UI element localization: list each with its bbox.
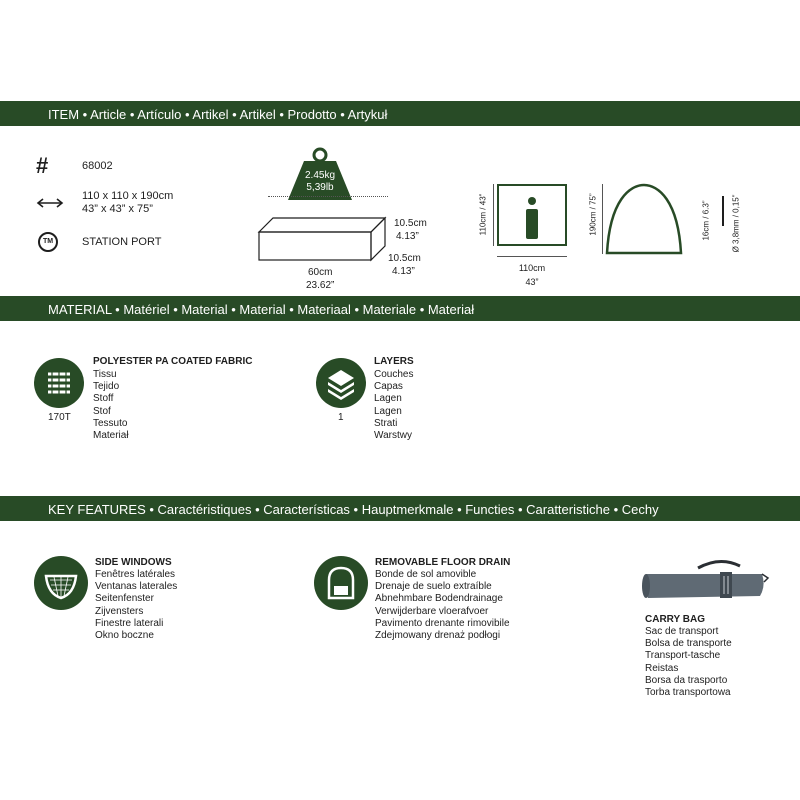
item-number: 68002 — [82, 160, 113, 172]
bag-translation-item: Sac de transport — [645, 626, 719, 637]
fabric-value: 170T — [48, 412, 71, 423]
features-header-text: KEY FEATURES • Caractéristiques • Características • Hauptmerkmale • Functies • Caratteristiche • Cechy — [48, 502, 659, 517]
side-window-icon — [34, 556, 88, 610]
layers-value: 1 — [338, 412, 344, 423]
layers-translation-item: Couches — [374, 369, 414, 380]
item-name: STATION PORT — [82, 236, 162, 248]
windows-translation-item: Fenêtres latérales — [95, 569, 176, 580]
bag-translation-item: Torba transportowa — [645, 687, 731, 699]
floor-height-line — [493, 184, 494, 246]
layers-translation-item: Capas — [374, 381, 403, 393]
bag-title: CARRY BAG — [645, 614, 706, 625]
double-arrow-icon — [36, 196, 64, 210]
item-header-text: ITEM • Article • Artículo • Artikel • Artikel • Prodotto • Artykuł — [48, 107, 388, 122]
floor-drain-icon — [314, 556, 368, 610]
drain-title: REMOVABLE FLOOR DRAIN — [375, 557, 511, 568]
windows-translation-item: Okno boczne — [95, 630, 154, 642]
fabric-translation-item: Stof — [93, 405, 111, 417]
drain-translation-item: Pavimento drenante rimovibile — [375, 617, 510, 629]
pole-length-label: 16cm / 6.3” — [701, 200, 711, 241]
floor-width-in: 43” — [525, 277, 539, 287]
layers-translation-item: Strati — [374, 417, 398, 429]
drain-translations — [375, 569, 510, 642]
pack-height-cm: 10.5cm — [394, 218, 427, 229]
drain-translation-item: Drenaje de suelo extraíble — [375, 581, 492, 593]
tent-profile-drawing — [604, 182, 684, 256]
bag-translation-item: Transport-tasche — [645, 650, 721, 662]
pack-height-in: 4.13” — [396, 231, 419, 242]
pack-length-cm: 60cm — [308, 267, 333, 278]
fabric-translation-item: Tissu — [93, 369, 117, 380]
trademark-icon: TM — [38, 232, 58, 252]
weight-lb: 5,39lb — [306, 182, 334, 193]
drain-translation-item: Verwijderbare vloerafvoer — [375, 605, 489, 617]
material-section-header — [0, 299, 800, 321]
layers-title: LAYERS — [374, 356, 414, 367]
fabric-translation-item: Stoff — [93, 393, 114, 405]
windows-translation-item: Ventanas laterales — [95, 581, 178, 593]
windows-translation-item: Seitenfenster — [95, 593, 154, 605]
weight-divider — [268, 196, 388, 197]
windows-translation-item: Zijvensters — [95, 605, 144, 617]
fabric-translation-item: Tejido — [93, 381, 120, 393]
fabric-translation-item: Tessuto — [93, 417, 128, 429]
windows-translation-item: Finestre laterali — [95, 617, 164, 629]
hash-icon: # — [36, 153, 49, 178]
floor-width-cm: 110cm — [518, 263, 546, 273]
bag-translation-item: Reistas — [645, 662, 679, 674]
layers-translation-item: Warstwy — [374, 430, 412, 442]
tent-height-line — [602, 184, 603, 254]
bag-translations — [645, 626, 732, 699]
fabric-translation-item: Materiał — [93, 430, 129, 442]
item-section-header — [0, 104, 800, 126]
layers-icon — [316, 358, 366, 408]
fabric-weave-icon — [34, 358, 84, 408]
dims-in: 43” x 43” x 75” — [82, 203, 153, 215]
pack-depth-cm: 10.5cm — [388, 253, 421, 264]
drain-translation-item: Abnehmbare Bodendrainage — [375, 593, 503, 605]
bag-translation-item: Bolsa de transporte — [645, 638, 732, 650]
layers-translation-item: Lagen — [374, 405, 402, 417]
material-header-text: MATERIAL • Matériel • Material • Material • Materiaal • Materiale • Materiał — [48, 302, 475, 317]
floor-height-label: 110cm / 43” — [478, 193, 488, 236]
fabric-translations — [93, 369, 129, 442]
layers-translations — [374, 369, 413, 442]
dims-cm: 110 x 110 x 190cm — [82, 190, 174, 202]
features-section-header — [0, 499, 800, 521]
pole-diameter-label: Ø 3,8mm / 0,15” — [731, 194, 741, 253]
drain-translation-item: Zdejmowany drenaż podłogi — [375, 630, 501, 642]
windows-title: SIDE WINDOWS — [95, 557, 172, 568]
packed-box-drawing — [256, 214, 388, 264]
weight-kg: 2.45kg — [304, 170, 336, 181]
pack-depth-in: 4.13” — [392, 266, 415, 277]
bag-translation-item: Borsa da trasporto — [645, 674, 728, 686]
tent-height-label: 190cm / 75” — [588, 193, 598, 236]
drain-translation-item: Bonde de sol amovible — [375, 569, 477, 580]
person-icon — [523, 196, 541, 240]
pack-length-in: 23.62” — [306, 280, 335, 291]
fabric-title: POLYESTER PA COATED FABRIC — [93, 356, 253, 367]
carry-bag-image — [640, 556, 770, 606]
windows-translations — [95, 569, 177, 642]
floor-width-line — [497, 256, 567, 257]
layers-translation-item: Lagen — [374, 393, 402, 405]
pole-icon — [722, 196, 724, 226]
